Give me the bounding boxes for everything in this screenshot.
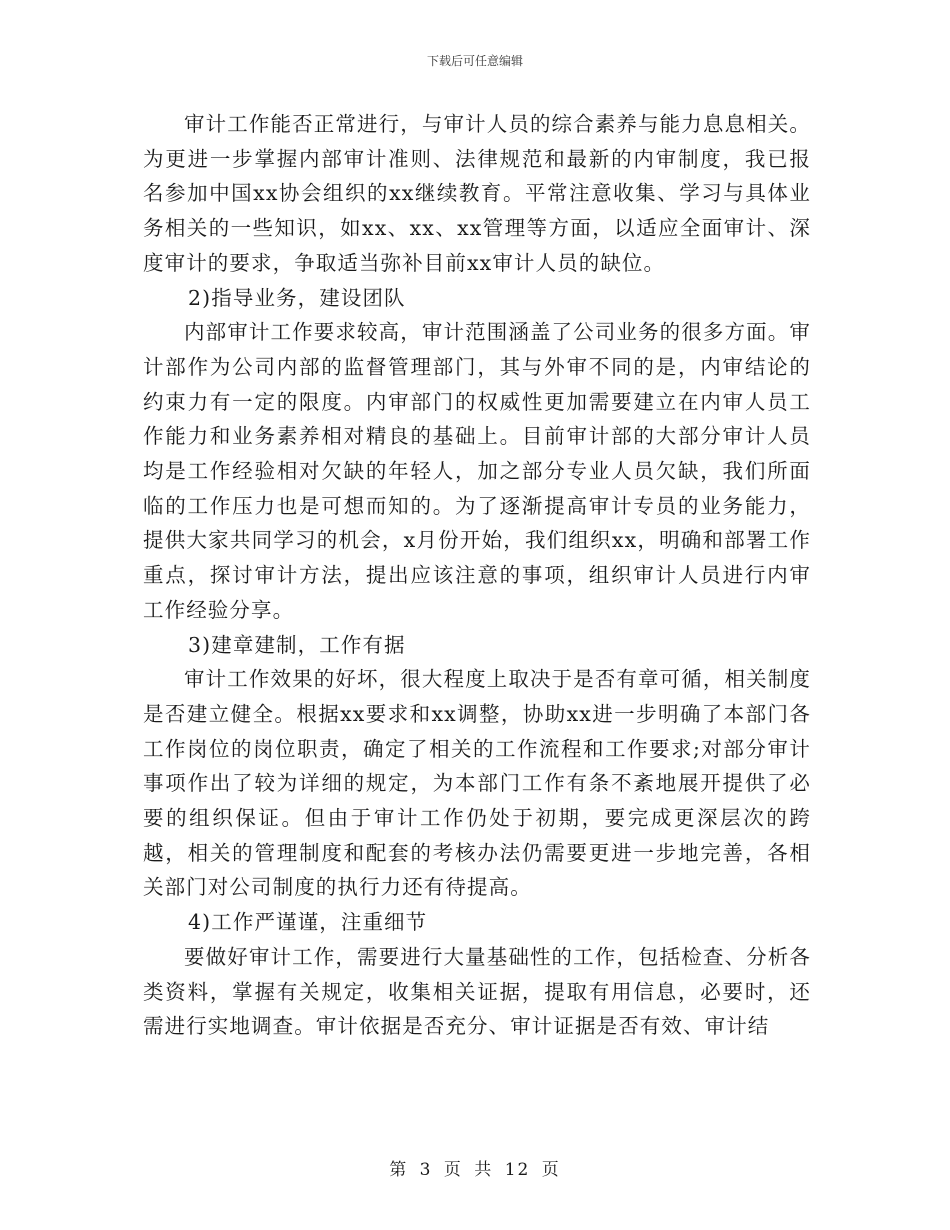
section-heading: 3)建章建制，工作有据 <box>188 632 406 657</box>
paragraph: 审计工作效果的好坏，很大程度上取决于是否有章可循，相关制度是否建立健全。根据xx要求和xx调整，协助xx进一步明确了本部门各工作岗位的岗位职责，确定了相关的工作流程和工作要求;对部分审计事项作出了较为详细的规定，为本部门工作有条不紊地展开提供了必要的组织保证。但由于审计工作仍处于初期，要完成更深层次的跨越，相关的管理制度和配套的考核办法仍需要更进一步地完善，各相关部门对公司制度的执行力还有待提高。 <box>143 667 811 900</box>
paragraph: 内部审计工作要求较高，审计范围涵盖了公司业务的很多方面。审计部作为公司内部的监督管理部门，其与外审不同的是，内审结论的约束力有一定的限度。内审部门的权威性更加需要建立在内审人员工作能力和业务素养相对精良的基础上。目前审计部的大部分审计人员均是工作经验相对欠缺的年轻人，加之部分专业人员欠缺，我们所面临的工作压力也是可想而知的。为了逐渐提高审计专员的业务能力，提供大家共同学习的机会，x月份开始，我们组织xx，明确和部署工作重点，探讨审计方法，提出应该注意的事项，组织审计人员进行内审工作经验分享。 <box>143 320 811 622</box>
page-header: 下载后可任意编辑 <box>426 54 523 68</box>
paragraph: 审计工作能否正常进行，与审计人员的综合素养与能力息息相关。为更进一步掌握内部审计准则、法律规范和最新的内审制度，我已报名参加中国xx协会组织的xx继续教育。平常注意收集、学习与具体业务相关的一些知识，如xx、xx、xx管理等方面，以适应全面审计、深度审计的要求，争取适当弥补目前xx审计人员的缺位。 <box>143 112 811 275</box>
section-heading: 2)指导业务，建设团队 <box>188 285 406 310</box>
document-body <box>143 107 811 1044</box>
paragraph: 要做好审计工作，需要进行大量基础性的工作，包括检查、分析各类资料，掌握有关规定，收集相关证据，提取有用信息，必要时，还需进行实地调查。审计依据是否充分、审计证据是否有效、审计结 <box>143 944 811 1039</box>
section-heading: 4)工作严谨谨，注重细节 <box>188 910 428 935</box>
page-footer: 第 3 页 共 12 页 <box>389 1160 561 1180</box>
